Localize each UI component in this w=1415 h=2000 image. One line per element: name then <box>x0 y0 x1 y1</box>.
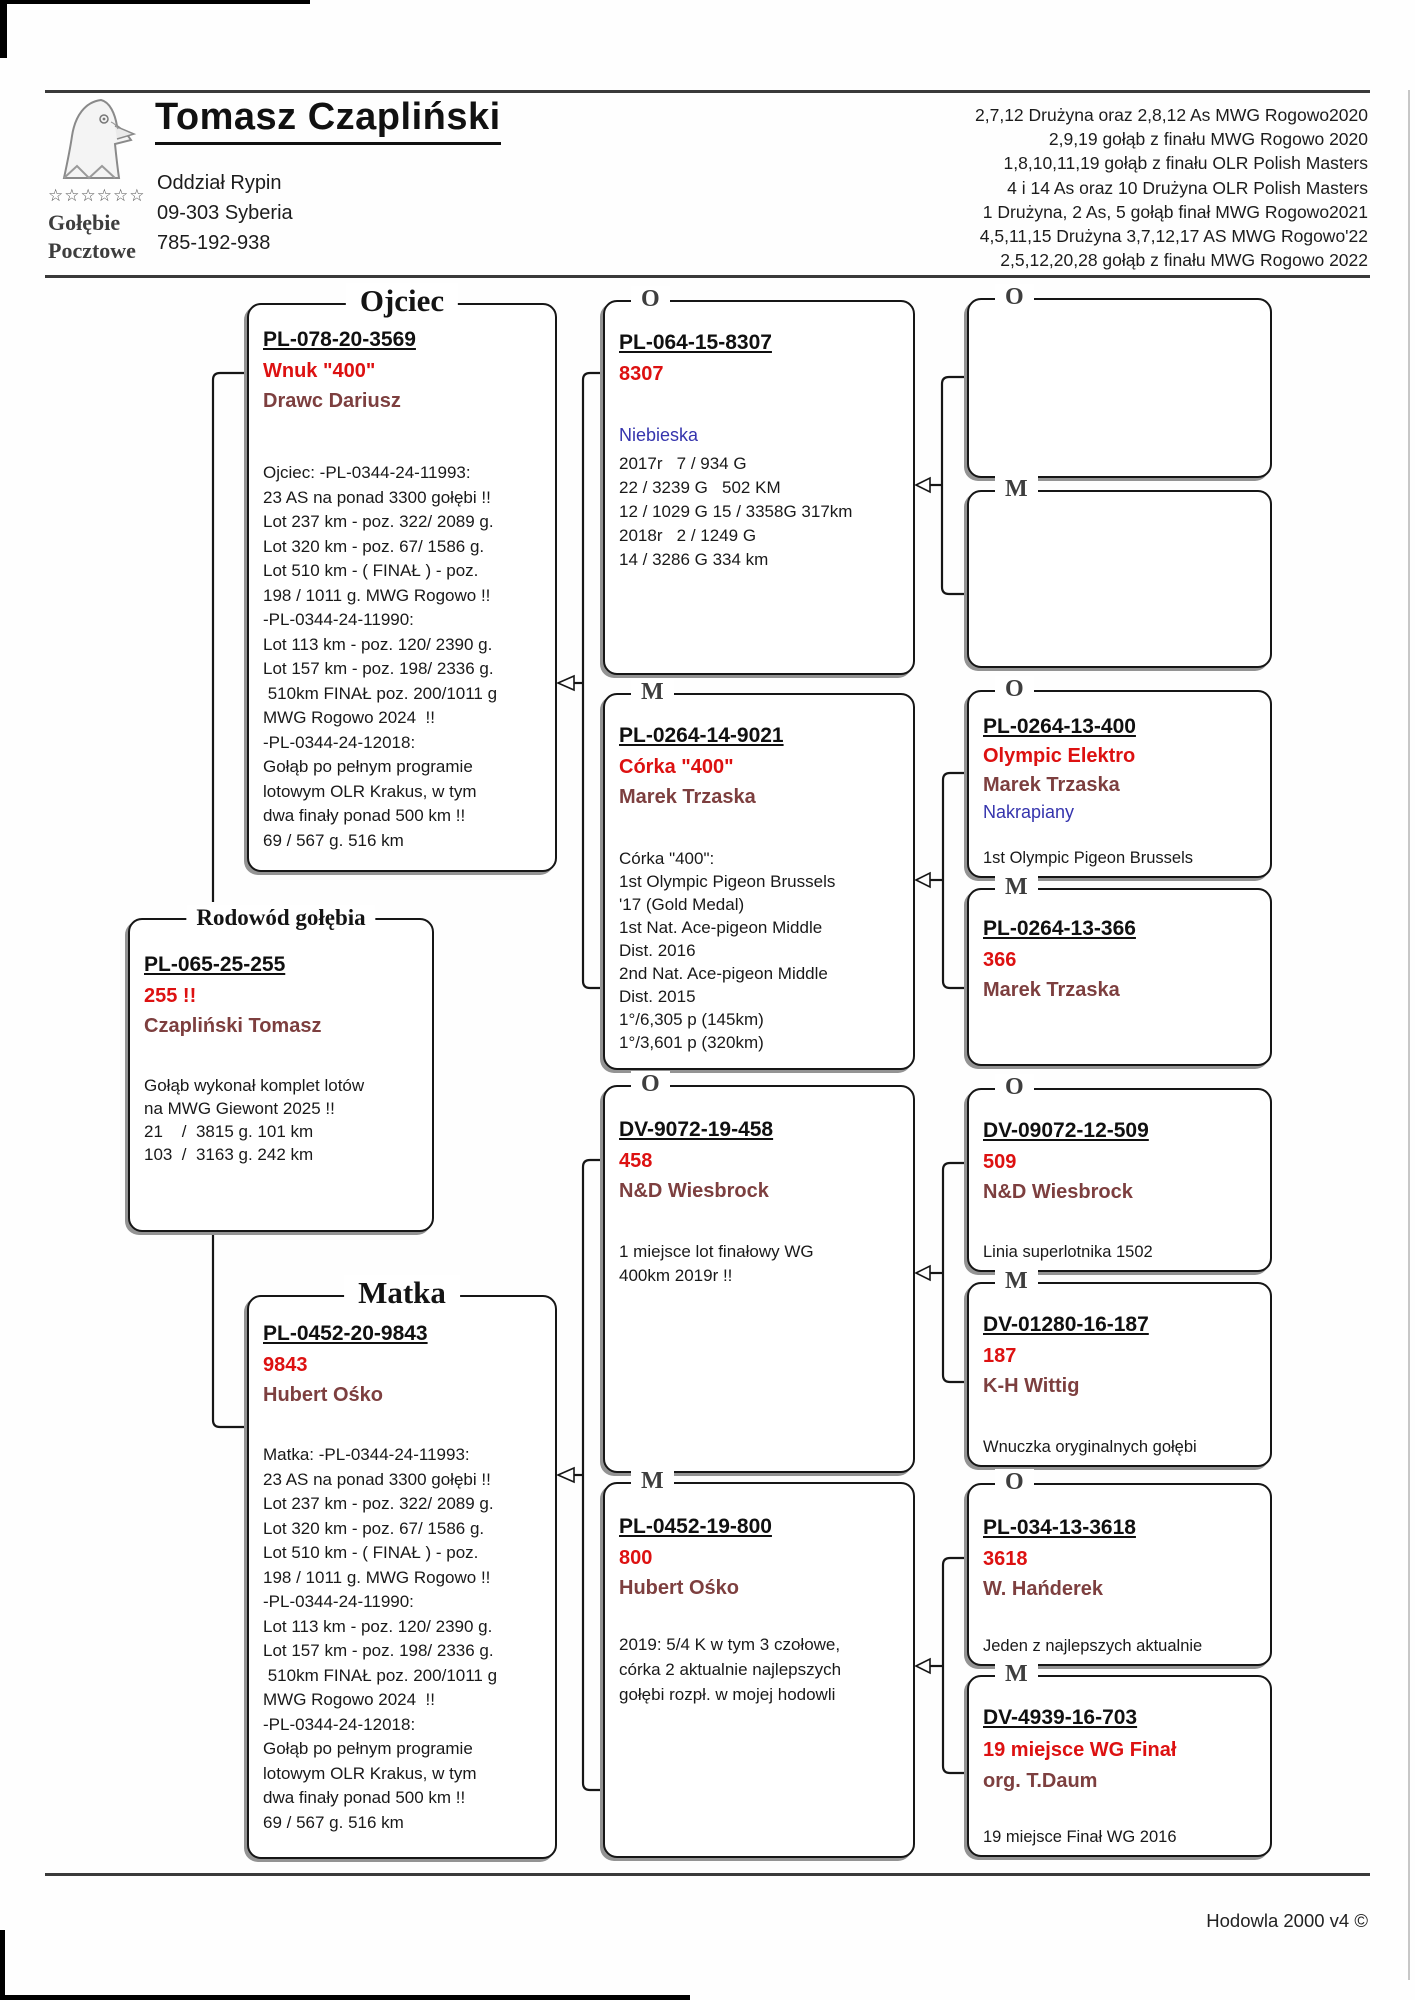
scan-artifact <box>0 1995 690 2000</box>
text-line: lotowym OLR Krakus, w tym <box>263 781 477 801</box>
text-line: 69 / 567 g. 516 km <box>263 830 404 850</box>
text-line: 23 AS na ponad 3300 gołębi !! <box>263 487 491 507</box>
ring-number: PL-0264-14-9021 <box>619 724 784 747</box>
subject-label: Rodowód gołębia <box>186 905 375 931</box>
text-line: 1°/6,305 p (145km) <box>619 1010 764 1029</box>
text-line: 2019: 5/4 K w tym 3 czołowe, <box>619 1635 841 1654</box>
footer-rule <box>45 1873 1370 1876</box>
results-text <box>619 847 909 1054</box>
ring-number: PL-0264-13-366 <box>983 917 1136 940</box>
pigeon-alias: 458 <box>619 1150 653 1172</box>
note-text: 1st Olympic Pigeon Brussels <box>983 849 1193 867</box>
pedigree-box-grandsire-paternal <box>603 286 915 675</box>
text-line: 2017r 7 / 934 G <box>619 454 747 473</box>
header-bottom-rule <box>45 275 1370 278</box>
note-text: Jeden z najlepszych aktualnie <box>983 1637 1203 1655</box>
scan-artifact <box>0 0 7 58</box>
phone-number: 785-192-938 <box>157 232 271 254</box>
text-line: 510km FINAŁ poz. 200/1011 g <box>263 1665 498 1685</box>
pedigree-box-father <box>247 283 557 872</box>
text-line: Gołąb po pełnym programie <box>263 757 473 776</box>
scan-artifact <box>1408 90 1410 1980</box>
breeder-name: Marek Trzaska <box>983 774 1120 796</box>
text-line: Lot 320 km - poz. 67/ 1586 g. <box>263 536 485 556</box>
ring-number: DV-09072-12-509 <box>983 1119 1149 1142</box>
box-tag-o: O <box>995 676 1034 703</box>
text-line: Lot 113 km - poz. 120/ 2390 g. <box>263 634 493 654</box>
address-line: Oddział Rypin <box>157 172 282 194</box>
pigeon-alias: 366 <box>983 949 1017 971</box>
box-tag-o: O <box>995 1074 1034 1101</box>
pedigree-box-gen3-703 <box>967 1661 1272 1857</box>
club-logo <box>48 94 160 274</box>
breeder-name: Hubert Ośko <box>263 1384 384 1406</box>
text-line: Dist. 2016 <box>619 941 696 960</box>
breeder-name: N&D Wiesbrock <box>619 1180 769 1202</box>
ring-number: PL-0452-19-800 <box>619 1515 772 1538</box>
results-text <box>619 452 909 572</box>
pedigree-box-gen3-empty-sire <box>967 284 1272 478</box>
text-line: MWG Rogowo 2024 !! <box>263 708 435 727</box>
text-line: Lot 113 km - poz. 120/ 2390 g. <box>263 1616 493 1636</box>
pedigree-box-gen3-509 <box>967 1074 1272 1272</box>
text-line: 2,7,12 Drużyna oraz 2,8,12 As MWG Rogowo2020 <box>975 105 1368 125</box>
text-line: 12 / 1029 G 15 / 3358G 317km <box>619 502 853 521</box>
text-line: Lot 157 km - poz. 198/ 2336 g. <box>263 1641 494 1660</box>
note-text: Wnuczka oryginalnych gołębi <box>983 1438 1197 1456</box>
text-line: -PL-0344-24-12018: <box>263 732 416 752</box>
text-line: dwa finały ponad 500 km !! <box>263 806 466 825</box>
text-line: -PL-0344-24-11990: <box>263 1592 414 1611</box>
pigeon-alias: 509 <box>983 1151 1017 1173</box>
box-tag-o: O <box>995 284 1034 311</box>
text-line: 2,5,12,20,28 gołąb z finału MWG Rogowo 2022 <box>1000 250 1368 271</box>
box-tag-m: M <box>631 1468 674 1495</box>
text-line: 2nd Nat. Ace-pigeon Middle <box>619 964 828 983</box>
text-line: Lot 510 km - ( FINAŁ ) - poz. <box>263 1543 479 1562</box>
text-line: 1st Nat. Ace-pigeon Middle <box>619 918 823 937</box>
text-line: 4 i 14 As oraz 10 Drużyna OLR Polish Masters <box>1007 177 1368 198</box>
text-line: 1,8,10,11,19 gołąb z finału OLR Polish Masters <box>1003 153 1368 174</box>
text-line: 103 / 3163 g. 242 km <box>144 1145 314 1164</box>
text-line: gołębi rozpł. w mojej hodowli <box>619 1685 836 1704</box>
text-line: 2018r 2 / 1249 G <box>619 526 757 545</box>
father-label: Ojciec <box>346 283 458 319</box>
pigeon-alias: 8307 <box>619 363 664 385</box>
breeder-name: Marek Trzaska <box>983 979 1120 1001</box>
text-line: Lot 320 km - poz. 67/ 1586 g. <box>263 1518 485 1538</box>
box-tag-m: M <box>995 476 1038 503</box>
breeder-name: K-H Wittig <box>983 1375 1080 1397</box>
pedigree-box-gen3-empty-dam <box>967 476 1272 668</box>
ring-number: DV-01280-16-187 <box>983 1313 1149 1336</box>
text-line: 198 / 1011 g. MWG Rogowo !! <box>263 1567 491 1587</box>
mother-label: Matka <box>344 1275 460 1311</box>
text-line: Córka "400": <box>619 849 715 868</box>
scan-artifact <box>0 1930 5 2000</box>
ring-number: PL-078-20-3569 <box>263 328 416 351</box>
ring-number: DV-9072-19-458 <box>619 1118 774 1141</box>
text-line: Gołąb po pełnym programie <box>263 1739 473 1758</box>
text-line: Lot 510 km - ( FINAŁ ) - poz. <box>263 561 479 580</box>
pigeon-logo-icon <box>56 94 148 191</box>
text-line: 1 Drużyna, 2 As, 5 gołąb finał MWG Rogowo2021 <box>982 201 1368 222</box>
pigeon-alias: 187 <box>983 1345 1017 1367</box>
pedigree-box-grandsire-maternal <box>603 1071 915 1473</box>
text-line: 1°/3,601 p (320km) <box>619 1033 764 1052</box>
pedigree-box-mother <box>247 1275 557 1859</box>
breeder-name: Drawc Dariusz <box>263 390 401 412</box>
text-line: 22 / 3239 G 502 KM <box>619 478 781 497</box>
text-line: 23 AS na ponad 3300 gołębi !! <box>263 1469 491 1489</box>
ring-number: PL-0264-13-400 <box>983 715 1136 738</box>
text-line: -PL-0344-24-11990: <box>263 610 414 629</box>
text-line: 14 / 3286 G 334 km <box>619 550 769 569</box>
text-line: lotowym OLR Krakus, w tym <box>263 1763 477 1783</box>
box-tag-o: O <box>631 286 670 313</box>
text-line: -PL-0344-24-12018: <box>263 1714 416 1734</box>
text-line: córka 2 aktualnie najlepszych <box>619 1660 842 1679</box>
note-text: 19 miejsce Finał WG 2016 <box>983 1828 1177 1846</box>
text-line: dwa finały ponad 500 km !! <box>263 1788 466 1807</box>
pedigree-box-gen3-3618 <box>967 1469 1272 1666</box>
breeder-name: N&D Wiesbrock <box>983 1181 1133 1203</box>
pigeon-alias: Wnuk "400" <box>263 360 376 382</box>
text-line: 510km FINAŁ poz. 200/1011 g <box>263 683 498 703</box>
ring-number: PL-064-15-8307 <box>619 331 772 354</box>
breeder-name-title: Tomasz Czapliński <box>155 96 501 145</box>
text-line: 1 miejsce lot finałowy WG <box>619 1242 814 1261</box>
text-line: Gołąb wykonał komplet lotów <box>144 1076 365 1095</box>
box-tag-o: O <box>995 1469 1034 1496</box>
text-line: 2,9,19 gołąb z finału MWG Rogowo 2020 <box>1048 129 1368 150</box>
box-tag-m: M <box>995 874 1038 901</box>
text-line: Ojciec: -PL-0344-24-11993: <box>263 463 471 482</box>
color-note: Niebieska <box>619 425 699 445</box>
logo-text-line2: Pocztowe <box>48 238 136 263</box>
text-line: '17 (Gold Medal) <box>619 895 745 914</box>
ring-number: PL-0452-20-9843 <box>263 1322 428 1345</box>
breeder-name: Marek Trzaska <box>619 786 756 808</box>
box-tag-m: M <box>631 679 674 706</box>
header-top-rule <box>45 90 1370 93</box>
box-tag-o: O <box>631 1071 670 1098</box>
text-line: Lot 237 km - poz. 322/ 2089 g. <box>263 1494 494 1513</box>
text-line: 1st Olympic Pigeon Brussels <box>619 872 836 891</box>
logo-text-line1: Gołębie <box>48 210 121 235</box>
pedigree-box-gen3-366 <box>967 874 1272 1066</box>
pedigree-box-gen3-187 <box>967 1268 1272 1467</box>
color-note: Nakrapiany <box>983 802 1075 822</box>
text-line: Dist. 2015 <box>619 987 696 1006</box>
text-line: Matka: -PL-0344-24-11993: <box>263 1445 470 1464</box>
pedigree-box-gen3-400 <box>967 676 1272 878</box>
results-text <box>263 461 551 853</box>
pigeon-alias: 19 miejsce WG Finał <box>983 1739 1177 1761</box>
box-tag-m: M <box>995 1661 1038 1688</box>
breeder-name: org. T.Daum <box>983 1770 1098 1792</box>
ring-number: PL-034-13-3618 <box>983 1516 1136 1539</box>
text-line: na MWG Giewont 2025 !! <box>144 1099 335 1118</box>
pedigree-box-granddam-maternal <box>603 1468 915 1858</box>
text-line: MWG Rogowo 2024 !! <box>263 1690 435 1709</box>
text-line: 69 / 567 g. 516 km <box>263 1812 404 1832</box>
breeder-name: W. Hańderek <box>983 1578 1104 1600</box>
results-text <box>263 1443 551 1835</box>
results-text <box>619 1240 909 1288</box>
results-text <box>619 1632 909 1707</box>
text-line: Lot 237 km - poz. 322/ 2089 g. <box>263 512 494 531</box>
software-credit: Hodowla 2000 v4 © <box>1206 1910 1368 1931</box>
pigeon-alias: 255 !! <box>144 985 197 1007</box>
text-line: Lot 157 km - poz. 198/ 2336 g. <box>263 659 494 678</box>
achievements-list <box>975 103 1368 272</box>
ring-number: PL-065-25-255 <box>144 953 286 976</box>
box-tag-m: M <box>995 1268 1038 1295</box>
pigeon-alias: 9843 <box>263 1354 308 1376</box>
pedigree-box-subject <box>128 905 434 1232</box>
pigeon-alias: 800 <box>619 1547 653 1569</box>
pedigree-box-granddam-paternal <box>603 679 915 1070</box>
results-text <box>144 1074 428 1166</box>
text-line: 400km 2019r !! <box>619 1266 733 1285</box>
scan-artifact <box>0 0 310 4</box>
logo-stars: ☆☆☆☆☆☆ <box>48 186 146 205</box>
ring-number: DV-4939-16-703 <box>983 1706 1138 1729</box>
text-line: 21 / 3815 g. 101 km <box>144 1122 314 1141</box>
pigeon-alias: Olympic Elektro <box>983 745 1136 767</box>
note-text: Linia superlotnika 1502 <box>983 1243 1153 1261</box>
text-line: 198 / 1011 g. MWG Rogowo !! <box>263 585 491 605</box>
breeder-name: Czapliński Tomasz <box>144 1015 322 1037</box>
address-line: 09-303 Syberia <box>157 202 293 224</box>
text-line: 4,5,11,15 Drużyna 3,7,12,17 AS MWG Rogowo'22 <box>979 226 1368 247</box>
pigeon-alias: 3618 <box>983 1548 1028 1570</box>
breeder-name: Hubert Ośko <box>619 1577 740 1599</box>
pigeon-alias: Córka "400" <box>619 756 734 778</box>
